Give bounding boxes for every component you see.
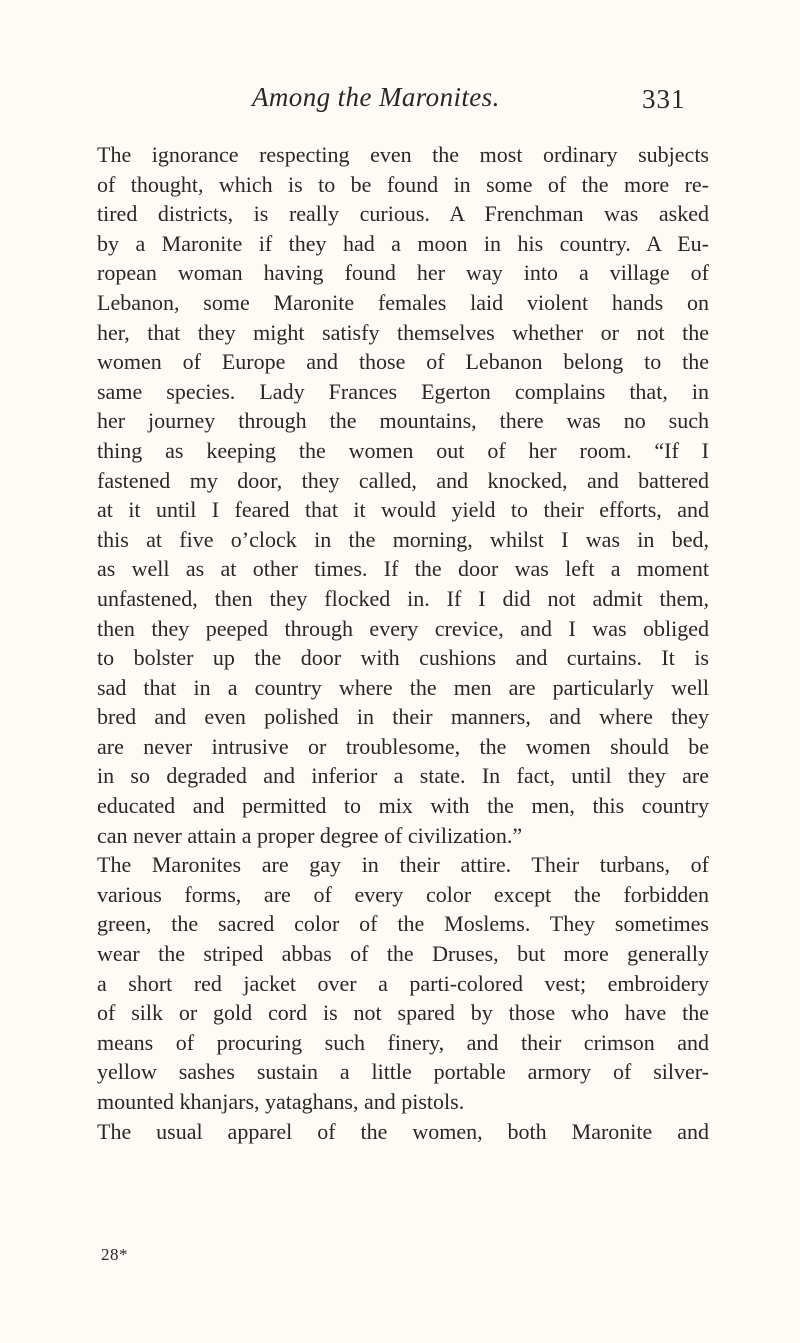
text-line: The ignorance respecting even the most ordinary subjects (97, 142, 709, 167)
text-line: The usual apparel of the women, both Maronite and (97, 1118, 709, 1144)
text-line: mounted khanjars, yataghans, and pistols. (97, 1089, 465, 1114)
text-line: green, the sacred color of the Moslems. They sometimes (97, 911, 709, 937)
running-title: Among the Maronites. (252, 82, 500, 112)
text-line: same species. Lady Frances Egerton complains that, in (97, 378, 709, 404)
text-line: women of Europe and those of Lebanon belong to the (97, 349, 709, 375)
text-line: this at five o’clock in the morning, whilst I was in bed, (97, 526, 709, 552)
text-line: bred and even polished in their manners, and where they (97, 704, 709, 730)
text-line: a short red jacket over a parti-colored vest; embroidery (97, 970, 709, 996)
text-line: thing as keeping the women out of her room. “If I (97, 437, 709, 463)
running-head (252, 82, 722, 122)
text-line: in so degraded and inferior a state. In fact, until they are (97, 763, 709, 789)
body-text (97, 140, 709, 1146)
text-line: ropean woman having found her way into a village of (97, 260, 709, 286)
text-line: tired districts, is really curious. A Frenchman was asked (97, 201, 709, 227)
text-line: her, that they might satisfy themselves whether or not the (97, 319, 709, 345)
text-line: at it until I feared that it would yield to their efforts, and (97, 497, 709, 523)
text-line: means of procuring such finery, and their crimson and (97, 1029, 709, 1055)
text-line: of thought, which is to be found in some of the more re- (97, 171, 709, 197)
text-line: unfastened, then they flocked in. If I did not admit them, (97, 585, 709, 611)
text-line: by a Maronite if they had a moon in his country. A Eu- (97, 230, 709, 256)
text-line: her journey through the mountains, there was no such (97, 408, 709, 434)
text-line: wear the striped abbas of the Druses, but more generally (97, 941, 709, 967)
text-line: Lebanon, some Maronite females laid violent hands on (97, 289, 709, 315)
text-line: can never attain a proper degree of civilization.” (97, 822, 523, 848)
printer-signature-mark: 28* (101, 1245, 128, 1264)
text-line: sad that in a country where the men are particularly well (97, 674, 709, 700)
text-line: various forms, are of every color except the forbidden (97, 881, 709, 907)
text-line: to bolster up the door with cushions and curtains. It is (97, 645, 709, 671)
text-line: educated and permitted to mix with the men, this country (97, 793, 709, 819)
text-line: are never intrusive or troublesome, the women should be (97, 733, 709, 759)
text-line: fastened my door, they called, and knocked, and battered (97, 467, 709, 493)
text-line: yellow sashes sustain a little portable armory of silver- (97, 1059, 709, 1085)
text-line: of silk or gold cord is not spared by those who have the (97, 1000, 709, 1026)
text-line: The Maronites are gay in their attire. Their turbans, of (97, 852, 709, 878)
page-number: 331 (642, 84, 686, 114)
text-line: then they peeped through every crevice, and I was obliged (97, 615, 709, 641)
text-line: as well as at other times. If the door was left a moment (97, 556, 709, 582)
